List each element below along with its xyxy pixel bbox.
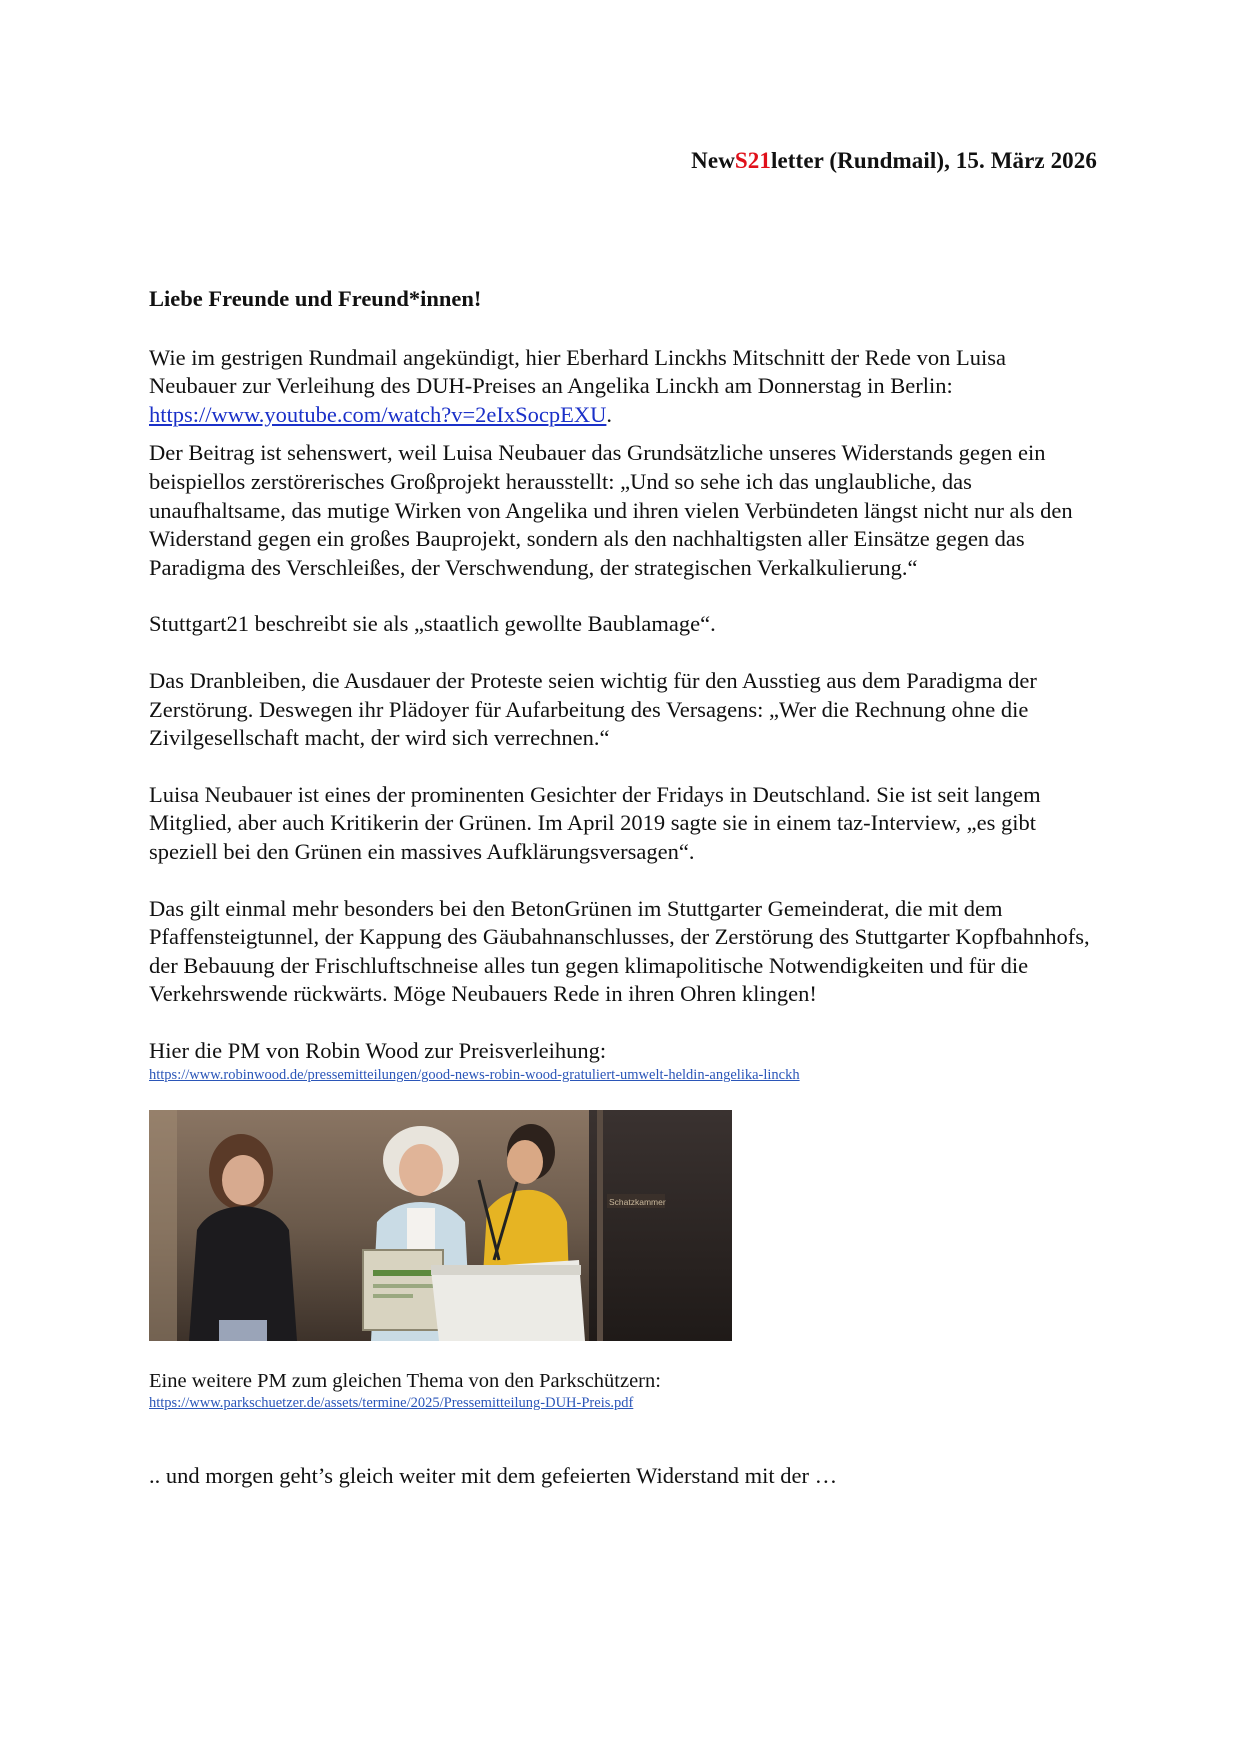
parkschuetzer-link[interactable]: https://www.parkschuetzer.de/assets/termine/2025/Pressemitteilung-DUH-Preis.pdf <box>149 1395 634 1412</box>
intro-paragraph <box>149 344 1099 430</box>
header-highlight: S21 <box>734 148 771 173</box>
header-suffix: letter (Rundmail), 15. März 2026 <box>771 148 1097 173</box>
youtube-link[interactable]: https://www.youtube.com/watch?v=2eIxSocpEXU <box>149 401 607 427</box>
intro-after: . <box>606 401 613 427</box>
sign-text: Schatzkammer <box>609 1197 666 1208</box>
award-photo <box>149 1110 732 1341</box>
award-photo-illustration <box>149 1110 732 1341</box>
robinwood-link[interactable]: https://www.robinwood.de/pressemitteilungen/good-news-robin-wood-gratuliert-umwelt-heldin-angelika-linckh <box>149 1067 800 1084</box>
paragraph-dranbleiben: Das Dranbleiben, die Ausdauer der Proteste seien wichtig für den Ausstieg aus dem Paradigma der Zerstörung. Deswegen ihr Plädoyer für Aufarbeitung des Versagens: „Wer die Rechnung ohne die Zivilgesellschaft macht, der wird sich verrechnen.“ <box>149 667 1037 751</box>
intro-text: Wie im gestrigen Rundmail angekündigt, hier Eberhard Linckhs Mitschnitt der Rede von Luisa Neubauer zur Verleihung des DUH-Preises an Angelika Linckh am Donnerstag in Berlin: <box>149 344 1007 399</box>
closing-line: .. und morgen geht’s gleich weiter mit dem gefeierten Widerstand mit der … <box>149 1463 838 1489</box>
parkschuetzer-intro: Eine weitere PM zum gleichen Thema von den Parkschützern: <box>149 1370 661 1393</box>
letter-body <box>149 285 1099 1491</box>
paragraph-neubauer: Luisa Neubauer ist eines der prominenten Gesichter der Fridays in Deutschland. Sie ist seit langem Mitglied, aber auch Kritikerin der Grünen. Im April 2019 sagte sie in einem taz-Interview, „es gibt speziell bei den Grünen ein massives Aufklärungsversagen“. <box>149 781 1041 864</box>
paragraph-baublamage: Stuttgart21 beschreibt sie als „staatlich gewollte Baublamage“. <box>149 611 716 637</box>
paragraph-betongruenen: Das gilt einmal mehr besonders bei den BetonGrünen im Stuttgarter Gemeinderat, die mit dem Pfaffensteigtunnel, der Kappung des Gäubahnanschlusses, der Zerstörung des Stuttgarter Kopfbahnhofs, der Bebauung der Frischluftschneise alles tun gegen klimapolitische Notwendigkeiten und für die Verkehrswende rückwärts. Möge Neubauers Rede in ihren Ohren klingen! <box>149 895 1090 1007</box>
newsletter-header <box>691 148 1097 174</box>
header-prefix: New <box>691 148 735 173</box>
robinwood-intro: Hier die PM von Robin Wood zur Preisverleihung: <box>149 1037 607 1063</box>
paragraph-quote: Der Beitrag ist sehenswert, weil Luisa Neubauer das Grundsätzliche unseres Widerstands gegen ein beispiellos zerstörerisches Großprojekt herausstellt: „Und so sehe ich das unglaubliche, das unaufhaltsame, das mutige Wirken von Angelika und ihren vielen Verbündeten längst nicht nur als den Widerstand gegen ein großes Bauprojekt, sondern als den nachhaltigsten aller Einsätze gegen das Paradigma des Verschleißes, der Verschwendung, der strategischen Verkalkulierung.“ <box>149 440 1073 580</box>
greeting-heading: Liebe Freunde und Freund*innen! <box>149 286 482 311</box>
